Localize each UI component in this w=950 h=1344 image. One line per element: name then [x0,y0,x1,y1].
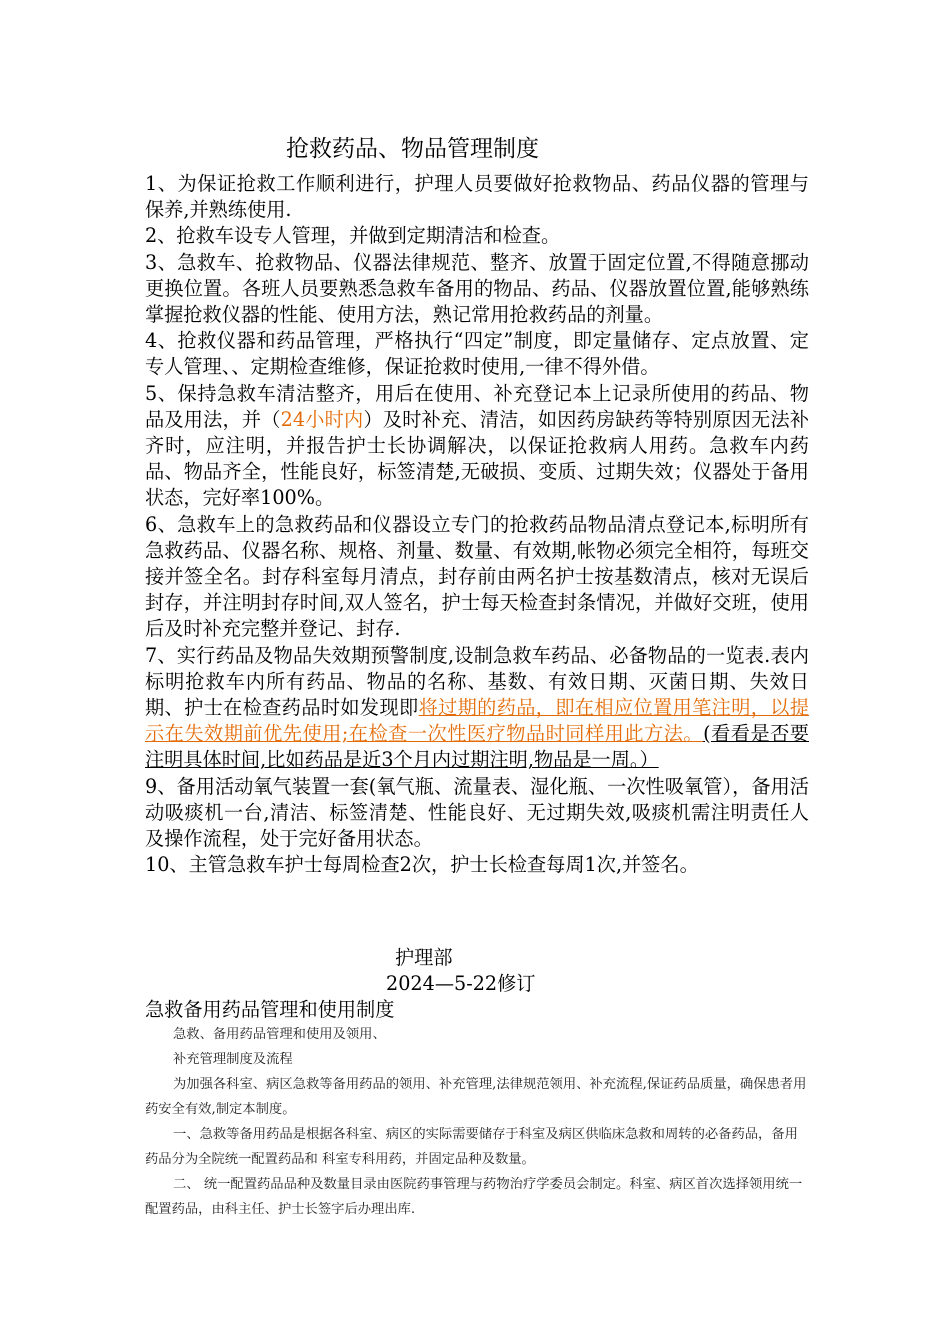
document-title: 抢救药品、物品管理制度 [286,136,539,162]
sub-heading-2: 补充管理制度及流程 [173,1052,293,1067]
clause-5-text-a: 5、保持急救车清洁整齐，用后在使用、补充登记本上记录所使用的药品、物品及用法，并（ [145,381,809,431]
section-title: 急救备用药品管理和使用制度 [145,998,395,1021]
clause-5 [145,381,809,512]
clause-7-highlight: 将过期的药品，即在相应位置用笔注明，以提示在失效期前优先使用;在检查一次性医疗物品时同样用此方法。 [145,696,810,746]
clause-3: 3、急救车、抢救物品、仪器法律规范、整齐、放置于固定位置,不得随意挪动更换位置。各班人员要熟悉急救车备用的物品、药品、仪器放置位置,能够熟练掌握抢救仪器的性能、使用方法，熟记常用抢救药品的剂量。 [145,250,809,327]
clause-1: 1、为保证抢救工作顺利进行，护理人员要做好抢救物品、药品仪器的管理与保养,并熟练使用. [145,172,809,222]
clause-7-text: 7、实行药品及物品失效期预警制度,设制急救车药品、必备物品的一览表.表内标明抢救车内所有药品、物品的名称、基数、有效日期、灭菌日期、失效日期、护士在检查药品时如发现即 [145,643,809,720]
intro-paragraph: 为加强各科室、病区急救等备用药品的领用、补充管理,法律规范领用、补充流程,保证药品质量，确保患者用药安全有效,制定本制度。 [145,1077,807,1117]
sub-heading-1: 急救、备用药品管理和使用及领用、 [173,1027,386,1042]
clause-5-text-b: ）及时补充、清洁，如因药房缺药等特别原因无法补齐时，应注明，并报告护士长协调解决，以保证抢救病人用药。急救车内药品、物品齐全，性能良好，标签清楚,无破损、变质、过期失效；仪器处于备用状态，完好率100%。 [145,407,810,510]
clause-2: 2、抢救车设专人管理，并做到定期清洁和检查。 [145,224,561,248]
clause-6: 6、急救车上的急救药品和仪器设立专门的抢救药品物品清点登记本,标明所有急救药品、仪器名称、规格、剂量、数量、有效期,帐物必须完全相符，每班交接并签全名。封存科室每月清点，封存前由两名护士按基数清点，核对无误后封存，并注明封存时间,双人签名，护士每天检查封条情况，并做好交班，使用后及时补充完整并登记、封存. [145,512,809,641]
department-signature: 护理部 [395,946,453,969]
clause-4: 4、抢救仪器和药品管理，严格执行“四定”制度，即定量储存、定点放置、定专人管理、、定期检查维修，保证抢救时使用,一律不得外借。 [145,329,809,379]
revision-date: 2024—5-22修订 [386,972,536,995]
regulation-body [145,171,809,878]
clause-10: 10、主管急救车护士每周检查2次，护士长检查每周1次,并签名。 [145,853,699,877]
article-1: 一、急救等备用药品是根据各科室、病区的实际需要储存于科室及病区供临床急救和周转的必备药品，备用药品分为全院统一配置药品和 科室专科用药，并固定品种及数量。 [145,1127,798,1167]
clause-9: 9、备用活动氧气装置一套(氧气瓶、流量表、湿化瓶、一次性吸氧管），备用活动吸痰机一台,清洁、标签清楚、性能良好、无过期失效,吸痰机需注明责任人及操作流程，处于完好备用状态。 [145,774,809,851]
clause-7-note: (看看是否要注明具体时间,比如药品是近3个月内过期注明,物品是一周。） [145,722,809,772]
clause-5-highlight: 24小时内 [280,407,364,431]
subsection-body [145,1022,809,1222]
article-2: 二、 统一配置药品品种及数量目录由医院药事管理与药物治疗学委员会制定。科室、病区首次选择领用统一配置药品，由科主任、护士长签字后办理出库. [145,1177,803,1217]
clause-7 [145,643,809,774]
